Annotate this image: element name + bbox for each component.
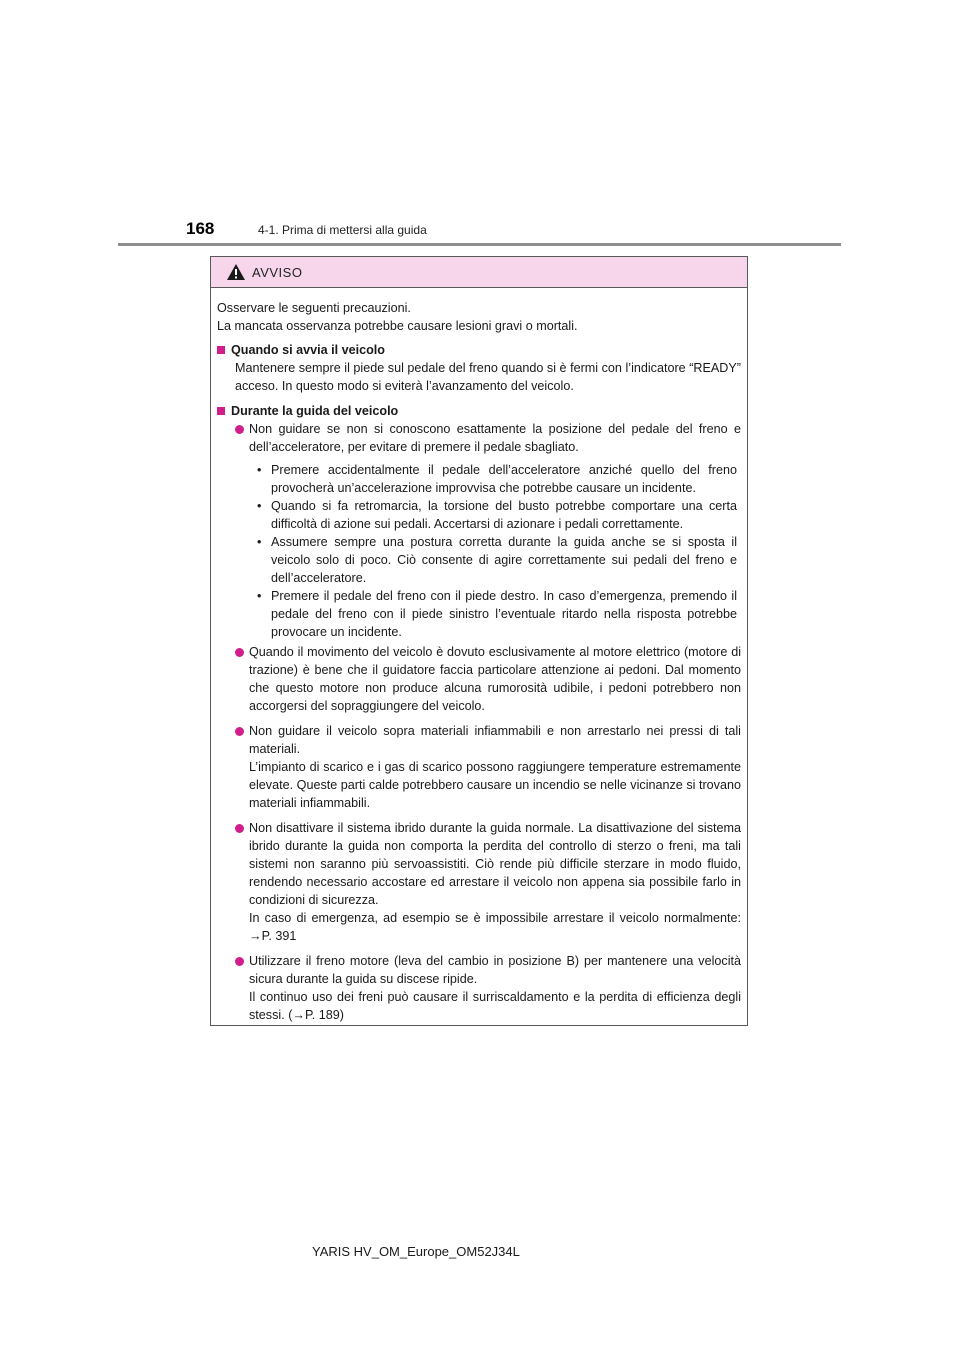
square-bullet-icon bbox=[217, 346, 225, 354]
sub-list-item-text: Premere accidentalmente il pedale dell’acceleratore anziché quello del freno provocherà un’accelerazione improvvisa che potrebbe causare un incidente. bbox=[271, 463, 737, 495]
list-item-text: Quando il movimento del veicolo è dovuto esclusivamente al motore elettrico (motore di trazione) è bene che il guidatore faccia particolare attenzione ai pedoni. Dal momento che questo motore non produce alcuna rumorosità udibile, i pedoni potrebbero non accorgersi del sopraggiungere del veicolo. bbox=[249, 645, 741, 713]
list-item-text: Il continuo uso dei freni può causare il surriscaldamento e la perdita di efficienza degli stessi. (→P. 189) bbox=[249, 990, 741, 1022]
intro-line: Osservare le seguenti precauzioni. bbox=[217, 301, 411, 315]
list-item-text: L’impianto di scarico e i gas di scarico possono raggiungere temperature estremamente elevate. Queste parti calde potrebbero causare un incendio se nelle vicinanze si trovano materiali infiammabili. bbox=[249, 760, 741, 810]
list-item bbox=[217, 643, 741, 715]
round-bullet-icon bbox=[235, 648, 244, 657]
list-item-text: Non guidare il veicolo sopra materiali infiammabili e non arrestarlo nei pressi di tali materiali. bbox=[249, 724, 741, 756]
sub-bullet-icon: • bbox=[257, 589, 262, 603]
sub-list-item bbox=[253, 497, 741, 533]
section-paragraph: Mantenere sempre il piede sul pedale del freno quando si è fermi con l’indicatore “READY” acceso. In questo modo si eviterà l’avanzamento del veicolo. bbox=[235, 361, 741, 393]
intro-line: La mancata osservanza potrebbe causare lesioni gravi o mortali. bbox=[217, 319, 578, 333]
warning-intro bbox=[217, 299, 741, 335]
warning-box bbox=[210, 256, 748, 1026]
sub-bullet-icon: • bbox=[257, 499, 262, 513]
sub-list bbox=[217, 461, 741, 641]
sub-bullet-icon: • bbox=[257, 535, 262, 549]
round-bullet-icon bbox=[235, 727, 244, 736]
list-item bbox=[217, 420, 741, 456]
sub-list-item-text: Premere il pedale del freno con il piede destro. In caso d’emergenza, premendo il pedale del freno con il piede sinistro l’eventuale ritardo nella risposta potrebbe provocare un incidente. bbox=[271, 589, 737, 639]
sub-list-item-text: Assumere sempre una postura corretta durante la guida anche se si sposta il veicolo solo di poco. Ciò consente di agire correttamente sui pedali del freno e dell’acceleratore. bbox=[271, 535, 737, 585]
footer-doc-id: YARIS HV_OM_Europe_OM52J34L bbox=[312, 1244, 520, 1259]
list-item-text: Utilizzare il freno motore (leva del cambio in posizione B) per mantenere una velocità sicura durante la guida su discese ripide. bbox=[249, 954, 741, 986]
list-item-text: Non disattivare il sistema ibrido durante la guida normale. La disattivazione del sistema ibrido durante la guida non comporta la perdita del controllo di sterzo o freni, ma tali sistemi non saranno più servoassistiti. Ciò rende più difficile sterzare in modo fluido, rendendo necessario accostare ed arrestare il veicolo non appena sia possibile farlo in condizioni di sicurezza. bbox=[249, 821, 741, 907]
section-title: 4-1. Prima di mettersi alla guida bbox=[258, 223, 427, 237]
warning-title: AVVISO bbox=[252, 264, 303, 280]
list-item bbox=[217, 952, 741, 1024]
sub-list-item-text: Quando si fa retromarcia, la torsione del busto potrebbe comportare una certa difficoltà di azione sui pedali. Accertarsi di azionare i pedali correttamente. bbox=[271, 499, 737, 531]
sub-list-item bbox=[253, 587, 741, 641]
square-bullet-icon bbox=[217, 407, 225, 415]
warning-body bbox=[211, 288, 747, 1024]
round-bullet-icon bbox=[235, 957, 244, 966]
section-heading bbox=[217, 341, 741, 359]
page-number: 168 bbox=[186, 219, 215, 238]
list-item bbox=[217, 722, 741, 812]
list-item-text: In caso di emergenza, ad esempio se è impossibile arrestare il veicolo normalmente: →P. 391 bbox=[249, 911, 741, 943]
warning-header bbox=[211, 257, 747, 288]
section-heading-text: Durante la guida del veicolo bbox=[231, 404, 399, 418]
list-item bbox=[217, 819, 741, 945]
sub-list-item bbox=[253, 461, 741, 497]
round-bullet-icon bbox=[235, 425, 244, 434]
list-item-text: Non guidare se non si conoscono esattamente la posizione del pedale del freno e dell’acceleratore, per evitare di premere il pedale sbagliato. bbox=[249, 422, 741, 454]
section-heading-text: Quando si avvia il veicolo bbox=[231, 343, 385, 357]
section-heading bbox=[217, 402, 741, 420]
sub-bullet-icon: • bbox=[257, 463, 262, 477]
round-bullet-icon bbox=[235, 824, 244, 833]
sub-list-item bbox=[253, 533, 741, 587]
warning-triangle-icon bbox=[226, 263, 246, 281]
header-rule bbox=[118, 243, 841, 246]
